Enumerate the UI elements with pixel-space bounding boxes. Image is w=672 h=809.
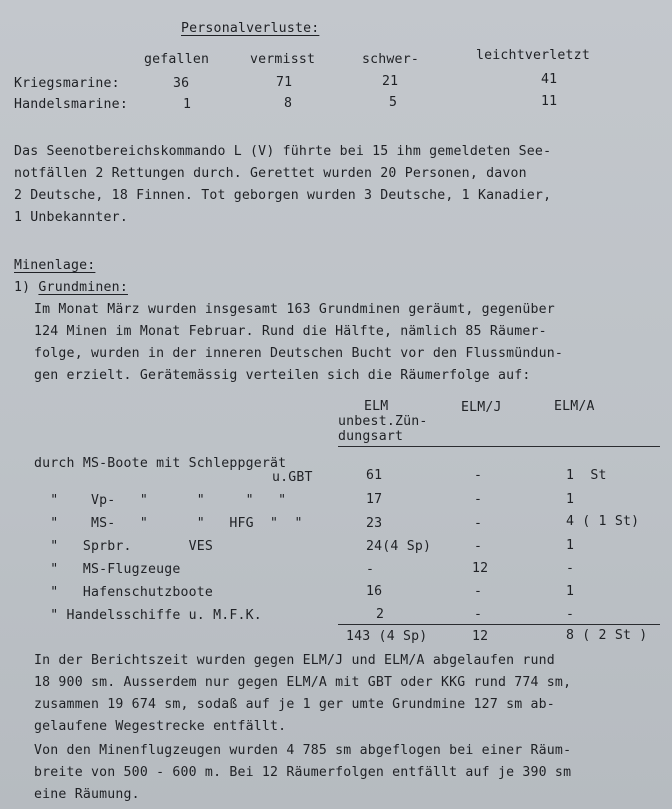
total-elm: 143 (4 Sp) bbox=[346, 629, 428, 644]
grundminen-title: Grundminen: bbox=[38, 280, 128, 295]
intro-line-2: 124 Minen im Monat Februar. Rund die Hälfte, nämlich 85 Räumer- bbox=[34, 324, 547, 339]
row-1-label: durch MS-Boote mit Schleppgerät bbox=[34, 456, 287, 471]
intro-line-4: gen erzielt. Gerätemässig verteilen sich die Räumerfolge auf: bbox=[34, 368, 531, 383]
row-3-elma: 4 ( 1 St) bbox=[566, 514, 640, 529]
grundminen-heading bbox=[14, 280, 128, 296]
closing-line-7: eine Räumung. bbox=[34, 787, 140, 802]
row-6-label: " Hafenschutzboote bbox=[34, 585, 214, 600]
row-5-elma: - bbox=[566, 561, 575, 576]
rescue-line-4: 1 Unbekannter. bbox=[14, 210, 128, 225]
col3-header: ELM/A bbox=[554, 399, 595, 414]
row-handelsmarine-label: Handelsmarine: bbox=[14, 97, 128, 112]
col1-header-2: unbest.Zün- bbox=[338, 414, 428, 429]
total-elma: 8 ( 2 St ) bbox=[566, 628, 648, 643]
row-kriegsmarine-label: Kriegsmarine: bbox=[14, 76, 120, 91]
row-5-elmj: 12 bbox=[472, 561, 489, 576]
row-7-label: " Handelsschiffe u. M.F.K. bbox=[34, 608, 262, 623]
personal-title: Personalverluste: bbox=[181, 21, 320, 36]
row-7-elma: - bbox=[566, 607, 575, 622]
row-6-elmj: - bbox=[474, 584, 483, 599]
row-3-elmj: - bbox=[474, 516, 483, 531]
row-1-elmj: - bbox=[474, 468, 483, 483]
closing-line-3: zusammen 19 674 sm, sodaß auf je 1 ger umte Grundmine 127 sm ab- bbox=[34, 697, 555, 712]
kriegsmarine-vermisst: 71 bbox=[276, 75, 293, 90]
total-elmj: 12 bbox=[472, 629, 489, 644]
header-vermisst: vermisst bbox=[250, 52, 316, 67]
row-2-elmj: - bbox=[474, 492, 483, 507]
col1-header-3: dungsart bbox=[338, 429, 404, 444]
row-7-elmj: - bbox=[474, 607, 483, 622]
row-2-elm: 17 bbox=[366, 492, 383, 507]
row-2-elma: 1 bbox=[566, 492, 575, 507]
header-schwer: schwer- bbox=[362, 52, 419, 67]
header-leichtverletzt: leichtverletzt bbox=[476, 48, 590, 63]
rescue-line-1: Das Seenotbereichskommando L (V) führte bei 15 ihm gemeldeten See- bbox=[14, 144, 552, 159]
kriegsmarine-schwer: 21 bbox=[382, 74, 399, 89]
row-5-label: " MS-Flugzeuge bbox=[34, 562, 181, 577]
row-4-label: " Sprbr. VES bbox=[34, 539, 214, 554]
row-2-label: " Vp- " " " " bbox=[34, 493, 287, 508]
row-1-label-cont: u.GBT bbox=[272, 470, 313, 485]
col2-header: ELM/J bbox=[461, 400, 502, 415]
closing-line-5: Von den Minenflugzeugen wurden 4 785 sm abgeflogen bei einer Räum- bbox=[34, 743, 572, 758]
grundminen-number: 1) bbox=[14, 280, 39, 295]
row-3-label: " MS- " " HFG " " bbox=[34, 516, 303, 531]
kriegsmarine-gefallen: 36 bbox=[173, 76, 190, 91]
row-6-elm: 16 bbox=[366, 584, 383, 599]
row-5-elm: - bbox=[366, 562, 375, 577]
closing-line-1: In der Berichtszeit wurden gegen ELM/J und ELM/A abgelaufen rund bbox=[34, 653, 555, 668]
handelsmarine-gefallen: 1 bbox=[183, 97, 192, 112]
row-4-elmj: - bbox=[474, 539, 483, 554]
row-4-elma: 1 bbox=[566, 538, 575, 553]
row-3-elm: 23 bbox=[366, 516, 383, 531]
col1-header-1: ELM bbox=[364, 399, 389, 414]
table-total-rule bbox=[338, 624, 660, 625]
intro-line-3: folge, wurden in der inneren Deutschen Bucht vor den Flussmündun- bbox=[34, 346, 564, 361]
table-header-rule bbox=[338, 446, 660, 447]
handelsmarine-leicht: 11 bbox=[541, 94, 558, 109]
rescue-line-2: notfällen 2 Rettungen durch. Gerettet wurden 20 Personen, davon bbox=[14, 166, 527, 181]
closing-line-4: gelaufene Wegestrecke entfällt. bbox=[34, 719, 287, 734]
handelsmarine-schwer: 5 bbox=[389, 95, 398, 110]
row-4-elm: 24(4 Sp) bbox=[366, 539, 432, 554]
intro-line-1: Im Monat März wurden insgesamt 163 Grundminen geräumt, gegenüber bbox=[34, 302, 555, 317]
row-1-elm: 61 bbox=[366, 468, 383, 483]
row-1-elma: 1 St bbox=[566, 468, 607, 483]
row-7-elm: 2 bbox=[376, 607, 385, 622]
rescue-line-3: 2 Deutsche, 18 Finnen. Tot geborgen wurden 3 Deutsche, 1 Kanadier, bbox=[14, 188, 552, 203]
header-gefallen: gefallen bbox=[144, 52, 210, 67]
row-6-elma: 1 bbox=[566, 584, 575, 599]
kriegsmarine-leicht: 41 bbox=[541, 72, 558, 87]
closing-line-6: breite von 500 - 600 m. Bei 12 Räumerfolgen entfällt auf je 390 sm bbox=[34, 765, 572, 780]
handelsmarine-vermisst: 8 bbox=[284, 96, 293, 111]
minenlage-heading: Minenlage: bbox=[14, 258, 96, 273]
closing-line-2: 18 900 sm. Ausserdem nur gegen ELM/A mit GBT oder KKG rund 774 sm, bbox=[34, 675, 572, 690]
